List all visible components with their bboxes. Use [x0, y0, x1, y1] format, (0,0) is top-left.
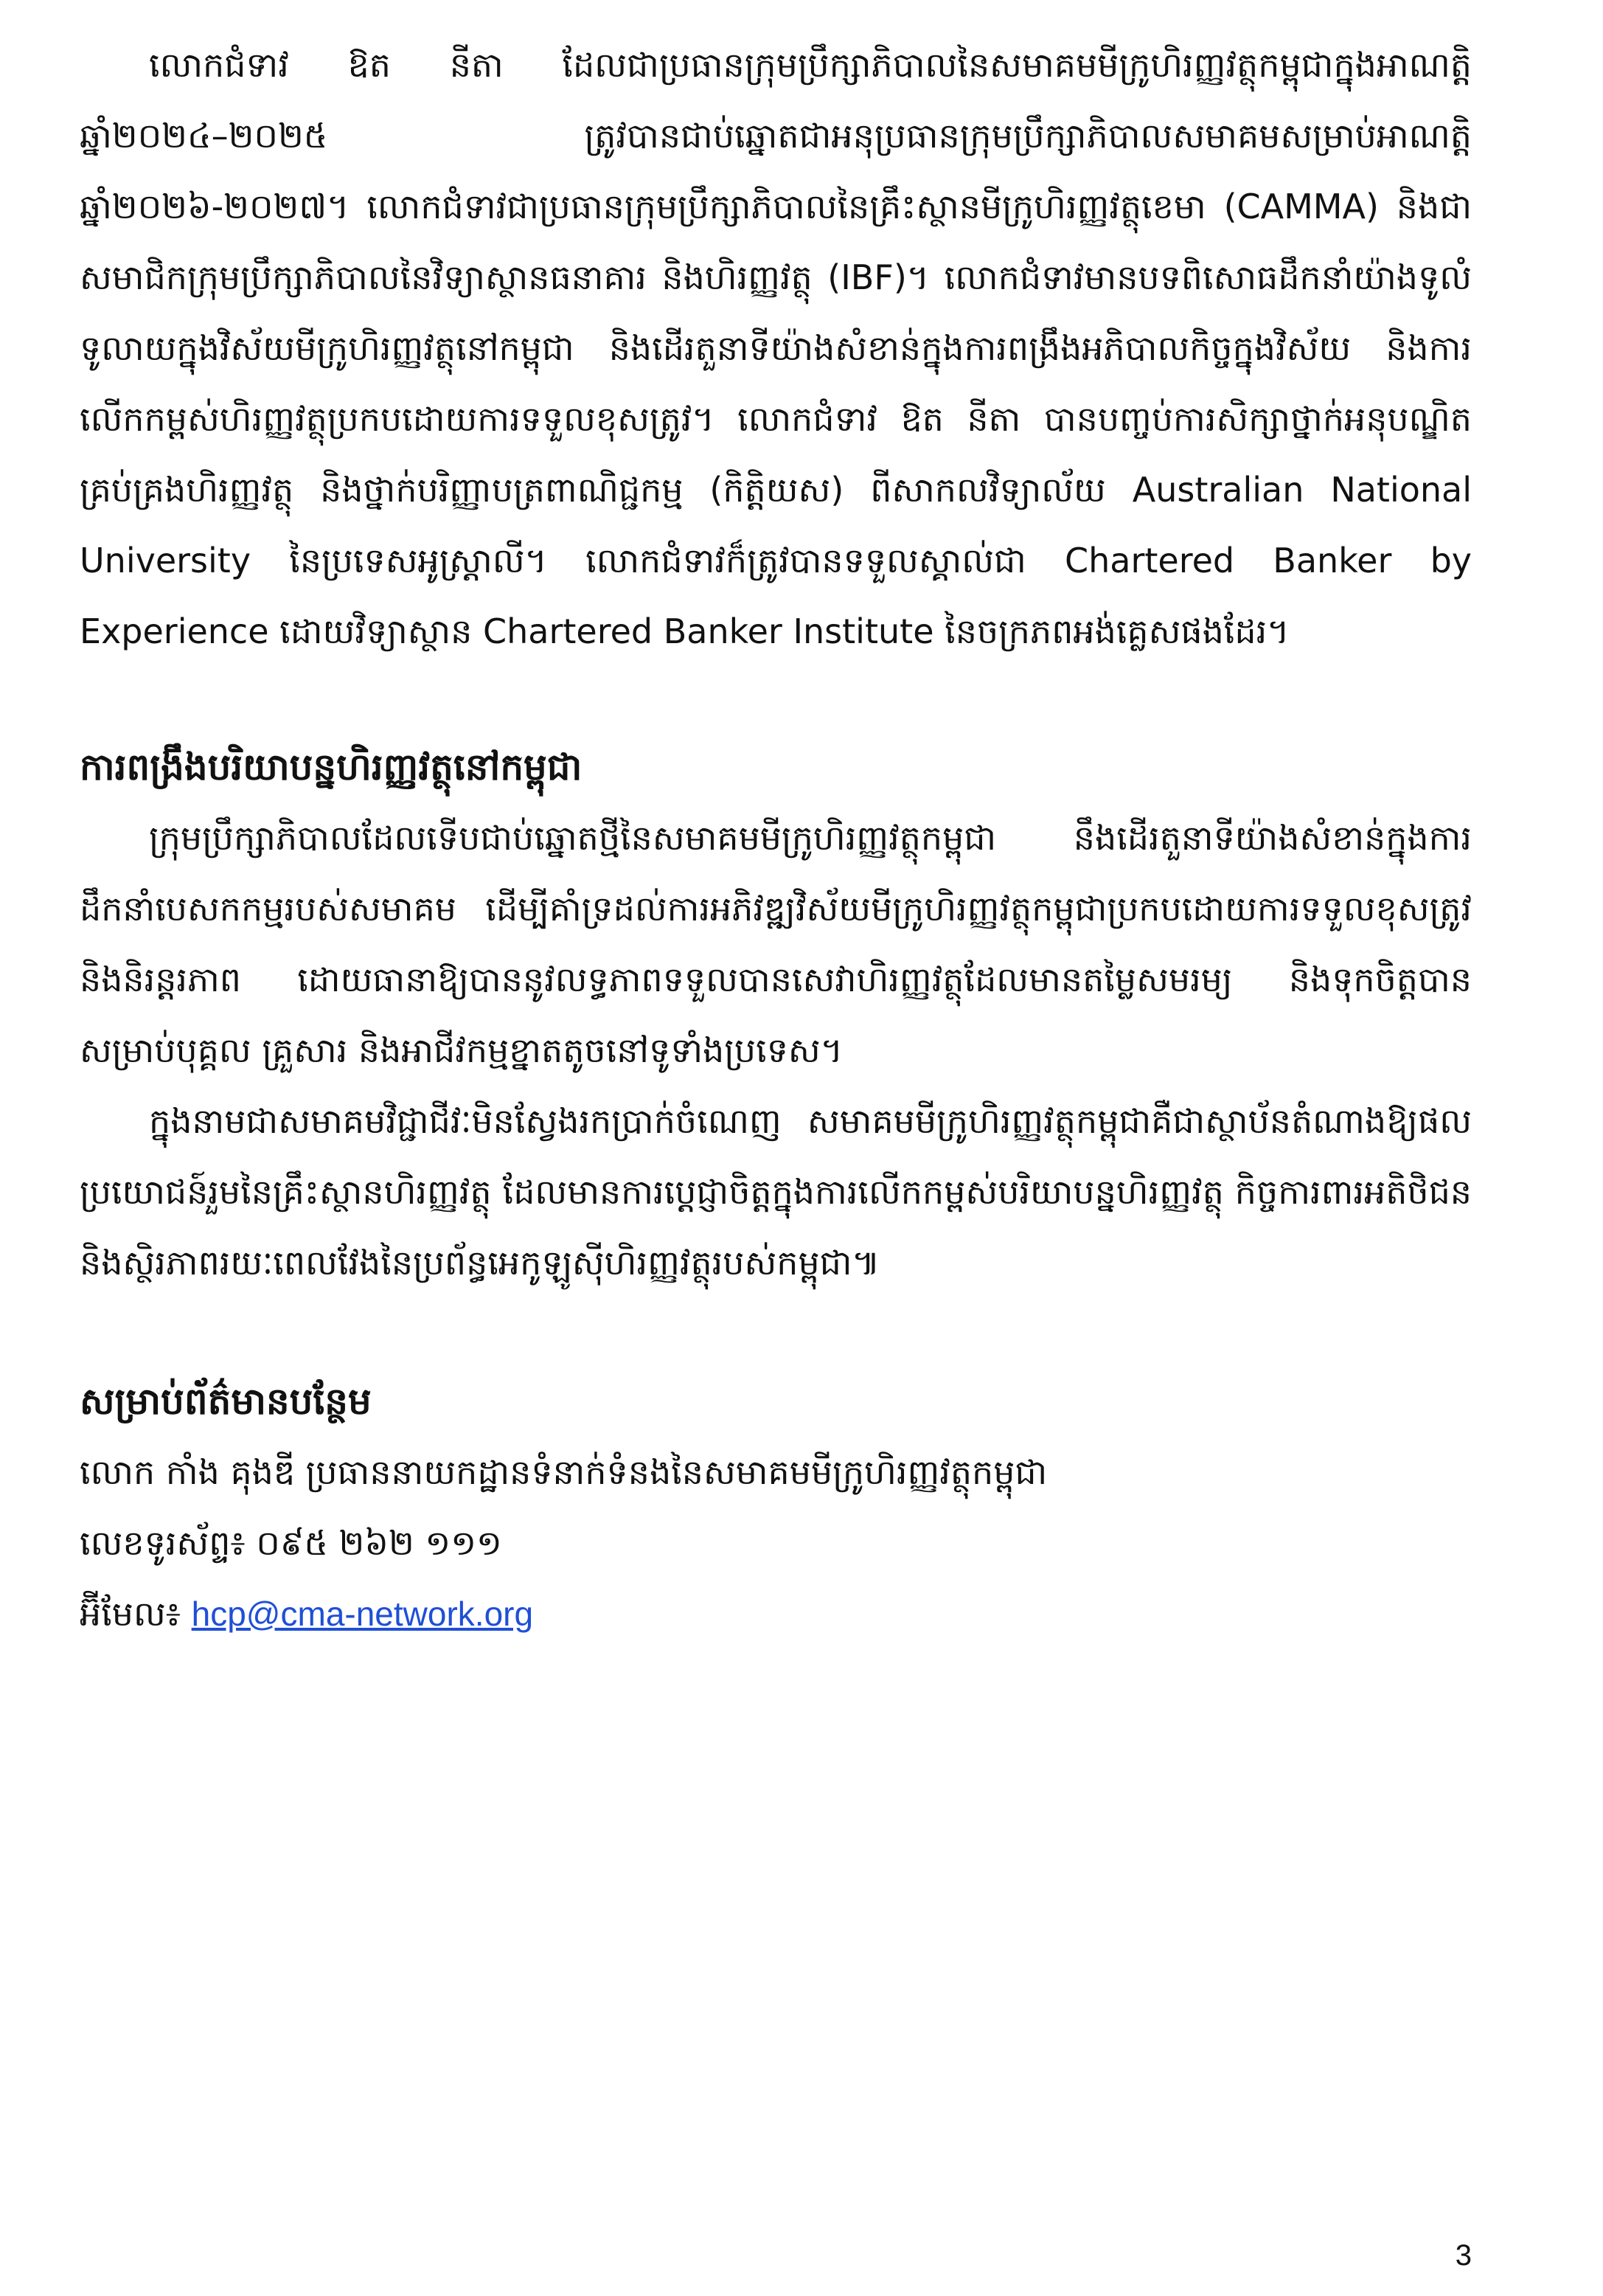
inclusion-paragraph-2: ក្នុងនាមជាសមាគមវិជ្ជាជីវៈមិនស្វែងរកប្រាក់ចំណេញ សមាគមមីក្រូហិរញ្ញវត្ថុកម្ពុជាគឺជាស្ថាប័នតំណាងឱ្យផលប្រយោជន៍រួមនៃគ្រឹះស្ថានហិរញ្ញវត្ថុ ដែលមានការប្តេជ្ញាចិត្តក្នុងការលើកកម្ពស់បរិយាបន្នហិរញ្ញវត្ថុ កិច្ចការពារអតិថិជន និងស្ថិរភាពរយៈពេលវែងនៃប្រព័ន្ធអេកូឡូស៊ីហិរញ្ញវត្ថុរបស់កម្ពុជា៕	[80, 1101, 1472, 1283]
spacer	[80, 667, 1472, 732]
section-heading-inclusion: ការពង្រឹងបរិយាបន្នហិរញ្ញវត្ថុនៅកម្ពុជា	[80, 746, 583, 788]
document-page	[80, 30, 1472, 1649]
contact-phone: លេខទូរស័ព្ទ៖ ០៩៥ ២៦២ ១១១	[80, 1523, 502, 1563]
contact-person: លោក កាំង គុងឌី ប្រធាននាយកដ្ឋានទំនាក់ទំនងនៃសមាគមមីក្រូហិរញ្ញវត្ថុកម្ពុជា	[80, 1452, 1048, 1492]
contact-email-link[interactable]: hcp@cma-network.org	[191, 1595, 534, 1633]
contact-email-line	[80, 1578, 1472, 1649]
inclusion-paragraph-1: ក្រុមប្រឹក្សាភិបាលដែលទើបជាប់ឆ្នោតថ្មីនៃសមាគមមីក្រូហិរញ្ញវត្ថុកម្ពុជា នឹងដើរតួនាទីយ៉ាងសំខាន់ក្នុងការដឹកនាំបេសកកម្មរបស់សមាគម ដើម្បីគាំទ្រដល់ការអភិវឌ្ឍវិស័យមីក្រូហិរញ្ញវត្ថុកម្ពុជាប្រកបដោយការទទួលខុសត្រូវ និងនិរន្តរភាព ដោយធានាឱ្យបាននូវលទ្ធភាពទទួលបានសេវាហិរញ្ញវត្ថុដែលមានតម្លៃសមរម្យ និងទុកចិត្តបានសម្រាប់បុគ្គល គ្រួសារ និងអាជីវកម្មខ្នាតតូចនៅទូទាំងប្រទេស។	[80, 818, 1472, 1070]
page-number: 3	[1455, 2239, 1472, 2272]
spacer	[80, 1298, 1472, 1366]
bio-paragraph: លោកជំទាវ ឱត នីតា ដែលជាប្រធានក្រុមប្រឹក្សាភិបាលនៃសមាគមមីក្រូហិរញ្ញវត្ថុកម្ពុជាក្នុងអាណត្តិឆ្នាំ២០២៤–២០២៥ ត្រូវបានជាប់ឆ្នោតជាអនុប្រធានក្រុមប្រឹក្សាភិបាលសមាគមសម្រាប់អាណត្តិឆ្នាំ២០២៦-២០២៧។ លោកជំទាវជាប្រធានក្រុមប្រឹក្សាភិបាលនៃគ្រឹះស្ថានមីក្រូហិរញ្ញវត្ថុខេមា (CAMMA) និងជាសមាជិកក្រុមប្រឹក្សាភិបាលនៃវិទ្យាស្ថានធនាគារ និងហិរញ្ញវត្ថុ (IBF)។ លោកជំទាវមានបទពិសោធដឹកនាំយ៉ាងទូលំទូលាយក្នុងវិស័យមីក្រូហិរញ្ញវត្ថុនៅកម្ពុជា និងដើរតួនាទីយ៉ាងសំខាន់ក្នុងការពង្រឹងអភិបាលកិច្ចក្នុងវិស័យ និងការលើកកម្ពស់ហិរញ្ញវត្ថុប្រកបដោយការទទួលខុសត្រូវ។ លោកជំទាវ ឱត នីតា បានបញ្ចប់ការសិក្សាថ្នាក់អនុបណ្ឌិតគ្រប់គ្រងហិរញ្ញវត្ថុ និងថ្នាក់បរិញ្ញាបត្រពាណិជ្ជកម្ម (កិត្តិយស) ពីសាកលវិទ្យាល័យ Australian National University នៃប្រទេសអូស្ត្រាលី។ លោកជំទាវក៏ត្រូវបានទទួលស្គាល់ជា Chartered Banker by Experience ដោយវិទ្យាស្ថាន Chartered Banker Institute នៃចក្រភពអង់គ្លេសផងដែរ។	[80, 45, 1472, 651]
contact-email-label: អ៊ីមែល៖	[80, 1594, 181, 1634]
section-heading-contact: សម្រាប់ព័ត៌មានបន្ថែម	[80, 1380, 372, 1423]
